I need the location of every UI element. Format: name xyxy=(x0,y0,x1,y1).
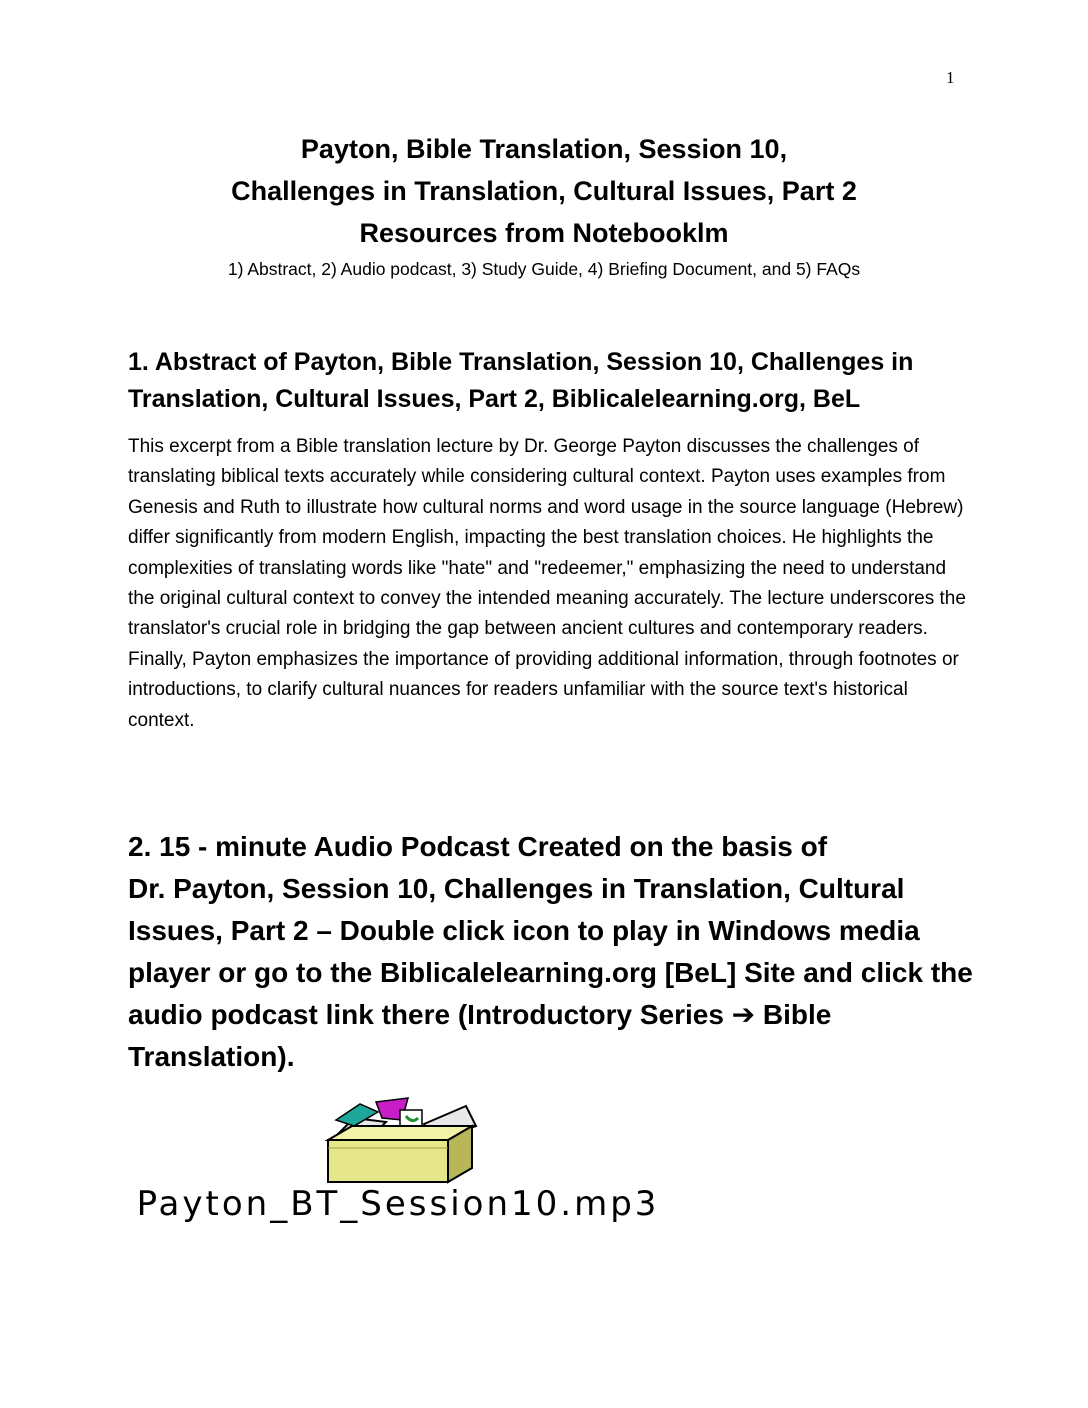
audio-heading-end: Bible Translation). xyxy=(128,999,832,1072)
audio-heading-line-1: 2. 15 - minute Audio Podcast Created on the basis of xyxy=(128,831,828,862)
audio-heading-text: Dr. Payton, Session 10, Challenges in Translation, Cultural Issues, Part 2 – Double click icon to play in Windows media player or go to the Biblicalelearning.org [BeL] Site and click the audio podcast link there (Introductory Series xyxy=(128,873,973,1030)
title-line-3: Resources from Notebooklm xyxy=(359,218,729,248)
abstract-body: This excerpt from a Bible translation lecture by Dr. George Payton discusses the challenges of translating biblical texts accurately while considering cultural context. Payton uses examples from Genesis and Ruth to illustrate how cultural norms and word usage in the source language (Hebrew) differ significantly from modern English, impacting the best translation choices. He highlights the complexities of translating words like "hate" and "redeemer," emphasizing the need to understand the original cultural context to convey the intended meaning accurately. The lecture underscores the translator's crucial role in bridging the gap between ancient cultures and contemporary readers. Finally, Payton emphasizes the importance of providing additional information, through footnotes or introductions, to clarify cultural nuances for readers unfamiliar with the source text's historical context. xyxy=(128,436,966,731)
title-line-2: Challenges in Translation, Cultural Issues, Part 2 xyxy=(231,176,857,206)
resource-list-subtitle: 1) Abstract, 2) Audio podcast, 3) Study Guide, 4) Briefing Document, and 5) FAQs xyxy=(227,259,861,279)
arrow-icon: ➔ xyxy=(731,999,756,1030)
audio-podcast-heading xyxy=(128,826,978,1078)
document-title xyxy=(0,128,1088,284)
page-number: 1 xyxy=(946,68,955,87)
title-line-1: Payton, Bible Translation, Session 10, xyxy=(300,134,788,164)
audio-file-name[interactable]: Payton_BT_Session10.mp3 xyxy=(136,1184,660,1224)
abstract-heading: 1. Abstract of Payton, Bible Translation, Session 10, Challenges in Translation, Cultural Issues, Part 2, Biblicalelearning.org, BeL xyxy=(128,348,914,413)
package-icon[interactable] xyxy=(316,1096,484,1184)
